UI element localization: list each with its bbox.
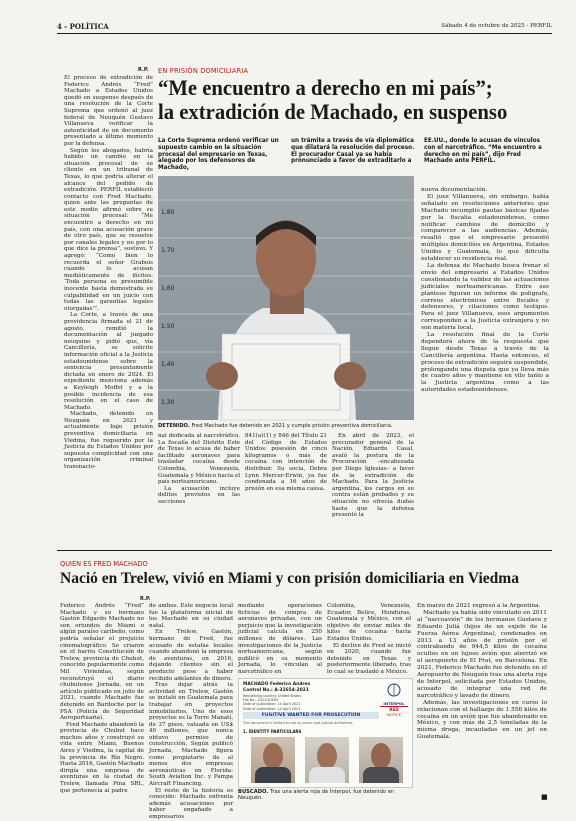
paragraph: Fred Machado abandonó la provincia de Chubut hace muchos años y construyó su vida entre Miami, Buenos Aires y Viedma, la capital de la provincia de Río Negro. Hasta 2016, Gastón Machado dirigía una empresa de aventuras en la ciudad de Trelew, llamada Pina SRL, que pertenecía al padre [60, 721, 144, 794]
height-mark: 1,70 [161, 247, 175, 254]
paragraph: Colombia, Venezuela, Ecuador, Belice, Honduras, Guatemala y México, con el objetivo de enviar miles de kilos de cocaína hacia Estados Unidos. [327, 603, 411, 642]
interpol-logo-icon [387, 683, 401, 697]
paragraph: En Trelew, Gastón, hermano de Fred, fue acusado de estafas locales cuando abandonó la empresa de aventuras, en 2016, dejando clientes sin el producto pese a haber recibido adelantos de dinero. [149, 629, 233, 682]
paragraph: La defensa de Machado busca frenar el envío del empresario a Estados Unidos cuestionando la validez de las actuaciones judiciales norteamericanas. Entre sus planteos figuran un informe de poligrafo, correos electrónicos entre fiscales y defensores, y citaciones como testigos. Para el juez Villanueva, esos argumentos corresponden a la Justicia extranjera y no son materia local. [421, 262, 549, 332]
paragraph: Federico Andrés “Fred” Machado y su hermano Gastón Edgardo Machado no son oriundos de Miami o algún paraíso caribeño, como podría señalar el prejuicio cinematográfico. Se criaron en el barrio Constitución de Trelew, provincia de Chubut, conocido popularmente como Mil Viviendas, según reconstruyó el diario chubutense Jornada, en un artículo publicado en julio de 2021, cuando Machado fue detenido en Bariloche por la PSA (Policía de Seguridad Aeroportuaria). [60, 603, 144, 722]
caption-text: Fred Machado fue detenido en 2021 y cumple prisión preventiva domiciliaria. [191, 423, 393, 429]
bottom-col-4 [327, 603, 411, 675]
interpol-brand: INTERPOL [383, 701, 405, 706]
top-byline: R.P. [138, 67, 149, 73]
notice-note: This document is limited to use by police and judicial authorities [243, 721, 353, 725]
bottom-byline: R.P. [140, 596, 151, 602]
id-placard [222, 334, 350, 420]
top-bottom-col-1 [158, 433, 240, 541]
notice-line: Requesting country: United States [243, 694, 301, 698]
notice-badge: NOTICE [386, 712, 402, 717]
top-headline [158, 76, 526, 124]
caption-label: BUSCADO. [238, 789, 269, 795]
bottom-col-1 [60, 603, 144, 801]
notice-line: Date of publication: 14 April 2021 [243, 706, 301, 711]
photo-caption [158, 423, 414, 429]
paragraph: El declive de Fred se inició en 2020, cuando fue detenido en Texas y posteriormente liberado, tras lo cual se trasladó a México. [327, 642, 411, 675]
height-mark: 1,50 [161, 323, 175, 330]
section-label: 4 - POLÍTICA [57, 22, 109, 31]
paragraph: El proceso de extradición de Federico Andrés “Fred” Machado a Estados Unidos quedó en suspenso después de una resolución de la Corte Suprema que ordenó al juez federal de Neuquén Gustavo Villanueva verificar la autenticidad de un documento presentado a último momento por la defensa. [64, 75, 153, 147]
top-left-column [64, 75, 153, 541]
section-divider [57, 550, 552, 551]
bottom-headline: Nació en Trelew, vivió en Miami y con prisión domiciliaria en Viedma [60, 570, 519, 587]
bottom-col-5 [417, 603, 547, 801]
paragraph: La acusación incluye delitos previstos en las secciones [158, 485, 240, 505]
deck-col: EE.UU., donde lo acusan de vínculos con el narcotráfico. “Me encuentro a derecho en mi país”, dijo Fred Machado ante PERFIL. [424, 138, 542, 165]
paragraph: mediante operaciones ficticias de compra de aeronaves privadas, con un perjuicio que la investigación judicial calcula en 250 millones de dólares. Las investigaciones de la Justicia norteamericana, según publicó en su momento Jornada, lo vinculan al narcotráfico en [238, 603, 322, 675]
height-mark: 1,30 [161, 399, 175, 406]
top-bottom-col-2 [245, 433, 327, 541]
paragraph: nueva documentación. [421, 187, 488, 193]
height-chart [158, 176, 414, 420]
height-mark: 1,40 [161, 361, 175, 368]
top-deck [158, 138, 550, 172]
top-kicker: EN PRISIÓN DOMICILIARIA [158, 67, 249, 75]
headline-line: “Me encuentro a derecho en mi país”; [158, 75, 493, 100]
paragraph: En abril de 2023, el procurador general de la Nación, Eduardo Casal, avaló la postura de la Procuración –encabezada por Diego Iglesias– a favor de la extradición de Machado. Para la Justicia argentina, los cargos en su contra están probados y su situación no ofrecía dudas hasta que la defensa presentó la [332, 433, 414, 519]
bottom-col-3 [238, 603, 322, 675]
issue-date: Sábado 4 de octubre de 2025 - PERFIL [441, 23, 552, 29]
paragraph: La resolución final de la Corte dependerá ahora de la respuesta que llegue desde Texas a través de la Cancillería argentina. Hasta entonces, el proceso de extradición seguirá suspendido, prolongando una disputa que ya lleva más de cuatro años y mantiene en vilo tanto a la Justicia argentina como a las autoridades estadounidenses. [421, 332, 549, 394]
paragraph: Tras dejar atrás la actividad en Trelew, Gastón se instaló en Guatemala para trabajar en proyectos inmobiliarios. Uno de esos proyectos es la Torre Manatí, de 37 pisos, valuada en US$ 40 millones, que nunca obtuvo permiso de construcción. Según publicó Jornada, Machado figura como propietario de al menos dos empresas aeronáuticas en Florida: South Aviation Inc. y Pampa Aircraft Financing. [149, 682, 233, 788]
paragraph: Machado, detenido en Neuquén en 2021 y actualmente bajo prisión preventiva domiciliaria en Viedma, fue requerido por la Justicia de Estados Unidos por supuesta complicidad con una organización criminal transnacio- [64, 411, 153, 471]
notice-section: 1. IDENTITY PARTICULARS [243, 729, 302, 734]
mugshot-photo [158, 176, 414, 420]
notice-line: File No.: 2021/10505 [243, 698, 279, 703]
paragraph: El resto de la historia es conocido: Machado enfrenta además acusaciones por haber engañado a empresarios [149, 787, 233, 820]
paragraph: El juez Villanueva, sin embargo, había señalado en resoluciones anteriores que Machado incumplió pautas básicas fijadas por la fiscalía estadounidense, como notificar cambios de domicilio y comparecer a las audiencias. Además, resaltó que el empresario presentó múltiples domicilios en Argentina, Estados Unidos y Guatemala, lo que dificulta establecer su residencia real. [421, 193, 549, 263]
bottom-kicker: QUIÉN ES FRED MACHADO [60, 560, 148, 568]
notice-control: Control No.: A-32654-2021 [243, 688, 309, 693]
interpol-notice [238, 678, 413, 788]
notice-name: MACHADO Federico Andres [243, 682, 311, 687]
portrait-3 [359, 737, 403, 783]
paragraph: 841(a)(1) y 846 del Título 21 del Código de Estados Unidos: posesión de cinco kilogramos o más de cocaína con intención de distribuir. Su socia, Debra Lynn Mercer-Erwin, ya fue condenada a 16 años de prisión en esa misma causa. [245, 433, 327, 492]
red-badge: RED [380, 706, 408, 712]
deck-col: La Corte Suprema ordenó verificar un supuesto cambio en la situación procesal del empresario en Texas, alegado por los defensores de Machado, [158, 138, 279, 172]
caption-label: DETENIDO. [158, 423, 190, 429]
paragraph: En marzo de 2021 regresó a la Argentina. [417, 603, 541, 609]
height-mark: 1,60 [161, 285, 175, 292]
top-right-column [421, 187, 549, 541]
paragraph: La Corte, a través de una providencia firmada el 21 de agosto, remitió la documentación al juzgado neuquino y pidió que, vía Cancillería, se solicite información oficial a la Justicia estadounidense sobre la sentencia presuntamente dictada en enero de 2024. El expediente menciona además a Keyleigh Moffet y a la posible incidencia de esa resolución en el caso de Machado. [64, 312, 153, 411]
end-mark: ■ [541, 793, 548, 801]
top-bottom-col-3 [332, 433, 414, 541]
notice-banner: FUGITIVE WANTED FOR PROSECUTION [243, 712, 379, 719]
paragraph: Machado ya había sido vinculado en 2011 al “narcoavión” de los hermanos Gustavo y Eduardo Juliá (hijos de un exjefe de la Fuerza Aérea Argentina), condenados en 2013 a 13 años de prisión por el contrabando de 944,5 kilos de cocaína ocultos en un lujoso avión que aterrizó en el aeropuerto de El Prat, en Barcelona. En 2021, Federico Machado fue detenido en el Aeropuerto de Neuquén tras una alerta roja de Interpol, solicitada por Estados Unidos, acusado de integrar una red de narcotráfico y lavado de dinero. [417, 609, 547, 699]
paragraph: Además, las investigaciones en curso lo relacionan con el hallazgo de 1.556 kilos de cocaína en un avión que fue abandonado en México, y con más de 2,5 toneladas de la misma droga, incautadas en un jet en Guatemala. [417, 699, 547, 741]
portrait-2 [305, 737, 349, 783]
paragraph: nal dedicada al narcotráfico. La fiscalía del Distrito Este de Texas lo acusa de haber facilitado aeronaves para trasladar cocaína desde Colombia, Venezuela, Guatemala y México hacia el país norteamericano. [158, 433, 240, 486]
deck-col: un trámite a través de vía diplomática que dilatará la resolución del proceso. El procurador Casal ya se había pronunciado a favor de extraditarlo a [291, 138, 415, 165]
header-rule [57, 33, 552, 34]
paragraph: de ambos. Este negocio local fue la plataforma inicial de los Machado en su ciudad natal. [149, 603, 233, 629]
interpol-caption [238, 789, 418, 801]
bottom-col-2 [149, 603, 233, 820]
portrait-1 [251, 737, 295, 783]
notice-line: Date of publication: 14 April 2021 [243, 702, 301, 707]
caption-text: Tras una alerta roja de Interpol, fue detenido en Neuquén. [238, 789, 395, 801]
headline-line: la extradición de Machado, en suspenso [158, 99, 508, 124]
height-mark: 1,80 [161, 209, 175, 216]
paragraph: Según los abogados, habría habido un cambio en la situación procesal de su cliente en un tribunal de Texas, lo que podría alterar el alcance del pedido de extradición. PERFIL estableció contacto con Fred Machado, quien ante las preguntas de este medio afirmó sobre su situación procesal: “Me encuentro a derecho en mi país, con una acusación grave de otro país, que se resuelve por canales legales y no por lo que dice la prensa”, sostuvo. Y agregó: “Como bien lo recuerda el señor Grabois cuando lo acusan mediáticamente de ilícitos: ‘Toda persona es presumible inocente hasta demostrada su culpabilidad en un juicio con todas las garantías legales otorgadas’”. [64, 147, 153, 312]
